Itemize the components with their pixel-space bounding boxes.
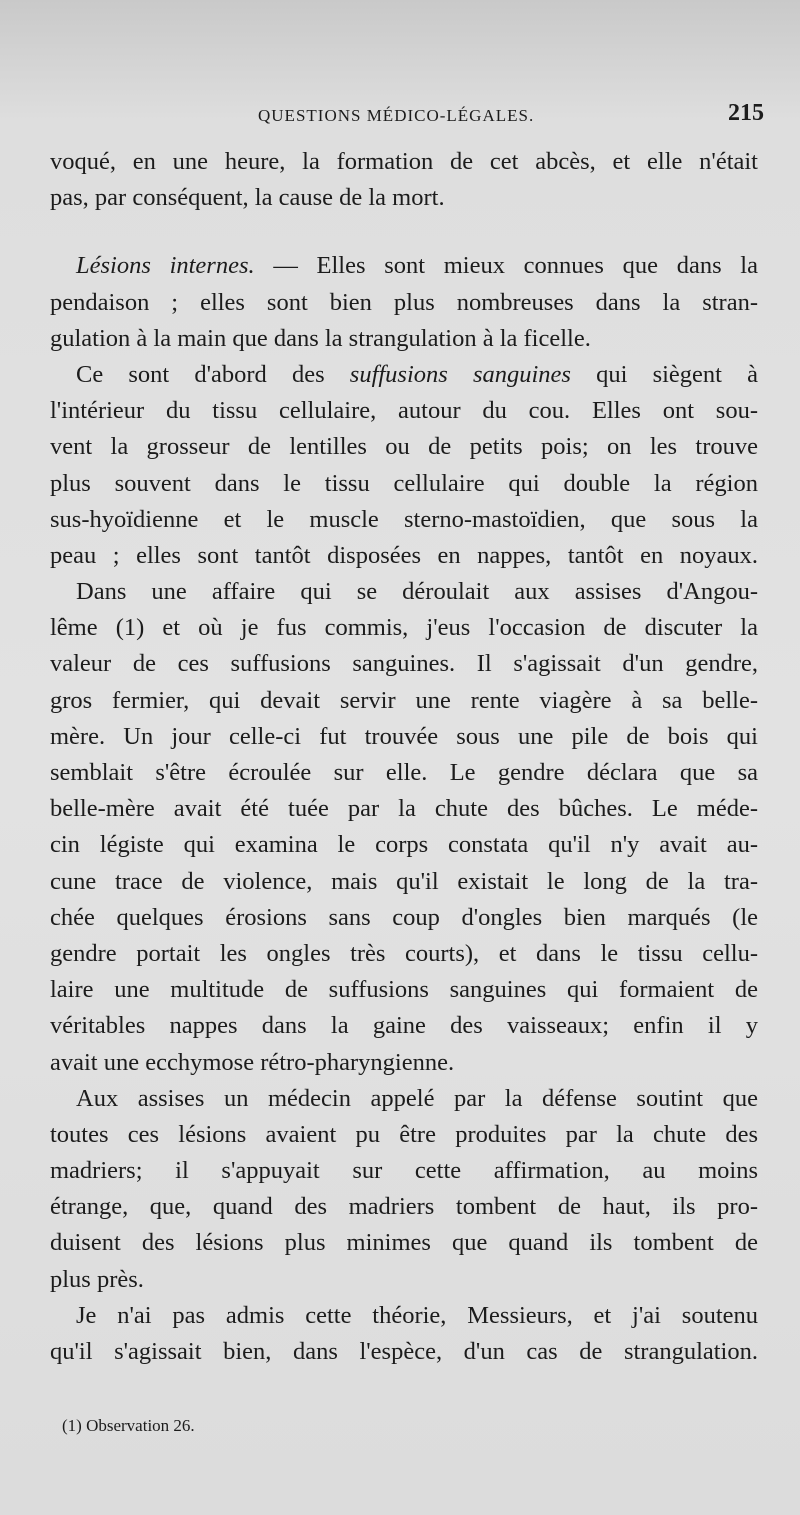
text-line <box>50 357 758 393</box>
text-line: gulation à la main que dans la strangulation à la ficelle. <box>50 324 591 352</box>
text-line: valeur de ces suffusions sanguines. Il s'agissait d'un gendre, <box>50 650 758 678</box>
text-line: véritables nappes dans la gaine des vaisseaux; enfin il y <box>50 1012 758 1040</box>
page-header <box>0 100 800 136</box>
text-line: gros fermier, qui devait servir une rente viagère à sa belle- <box>50 686 758 714</box>
text-line: chée quelques érosions sans coup d'ongles bien marqués (le <box>50 903 758 931</box>
text-line: sus-hyoïdienne et le muscle sterno-mastoïdien, que sous la <box>50 505 758 533</box>
text-line: cune trace de violence, mais qu'il existait le long de la tra- <box>50 867 758 895</box>
text-line: madriers; il s'appuyait sur cette affirmation, au moins <box>50 1157 758 1185</box>
text-line: toutes ces lésions avaient pu être produites par la chute des <box>50 1120 758 1148</box>
text-line: l'intérieur du tissu cellulaire, autour du cou. Elles ont sou- <box>50 397 758 425</box>
text-line: vent la grosseur de lentilles ou de petits pois; on les trouve <box>50 433 758 461</box>
text-line: semblait s'être écroulée sur elle. Le gendre déclara que sa <box>50 759 758 786</box>
text-line: étrange, que, quand des madriers tombent de haut, ils pro- <box>50 1193 758 1221</box>
text-fragment: Ce sont d'abord des <box>76 360 350 388</box>
page-number: 215 <box>728 100 764 126</box>
text-line: cin légiste qui examina le corps constata qu'il n'y avait au- <box>50 831 758 859</box>
text-line: laire une multitude de suffusions sanguines qui formaient de <box>50 976 758 1004</box>
text-line: Aux assises un médecin appelé par la défense soutint que <box>76 1084 758 1112</box>
text-line: lême (1) et où je fus commis, j'eus l'occasion de discuter la <box>50 614 758 642</box>
section-heading: Lésions internes. <box>76 252 255 280</box>
body-text <box>50 144 758 1370</box>
running-title: QUESTIONS MÉDICO-LÉGALES. <box>258 106 535 125</box>
text-line: duisent des lésions plus minimes que quand ils tombent de <box>50 1229 758 1257</box>
text-line: plus souvent dans le tissu cellulaire qui double la région <box>50 469 758 497</box>
text-line: pas, par conséquent, la cause de la mort. <box>50 184 445 212</box>
text-line: Je n'ai pas admis cette théorie, Messieurs, et j'ai soutenu <box>76 1301 758 1329</box>
text-fragment: qui siègent à <box>570 360 759 388</box>
text-line: belle-mère avait été tuée par la chute des bûches. Le méde- <box>50 795 758 823</box>
text-line: gendre portait les ongles très courts), et dans le tissu cellu- <box>50 939 758 967</box>
text-line: peau ; elles sont tantôt disposées en nappes, tantôt en noyaux. <box>50 541 758 569</box>
footnote: (1) Observation 26. <box>62 1416 195 1435</box>
text-line <box>50 248 758 284</box>
text-line: avait une ecchymose rétro-pharyngienne. <box>50 1048 455 1076</box>
text-line: mère. Un jour celle-ci fut trouvée sous une pile de bois qui <box>50 722 758 750</box>
text-line: plus près. <box>50 1265 144 1293</box>
emphasis-term: suffusions sanguines <box>349 360 571 388</box>
text-line: pendaison ; elles sont bien plus nombreuses dans la stran- <box>50 288 758 316</box>
text-line: Dans une affaire qui se déroulait aux assises d'Angou- <box>76 578 758 606</box>
text-fragment: — Elles sont mieux connues que dans la <box>254 252 758 280</box>
text-line: voqué, en une heure, la formation de cet abcès, et elle n'était <box>50 148 758 175</box>
text-line: qu'il s'agissait bien, dans l'espèce, d'un cas de strangulation. <box>50 1338 758 1365</box>
